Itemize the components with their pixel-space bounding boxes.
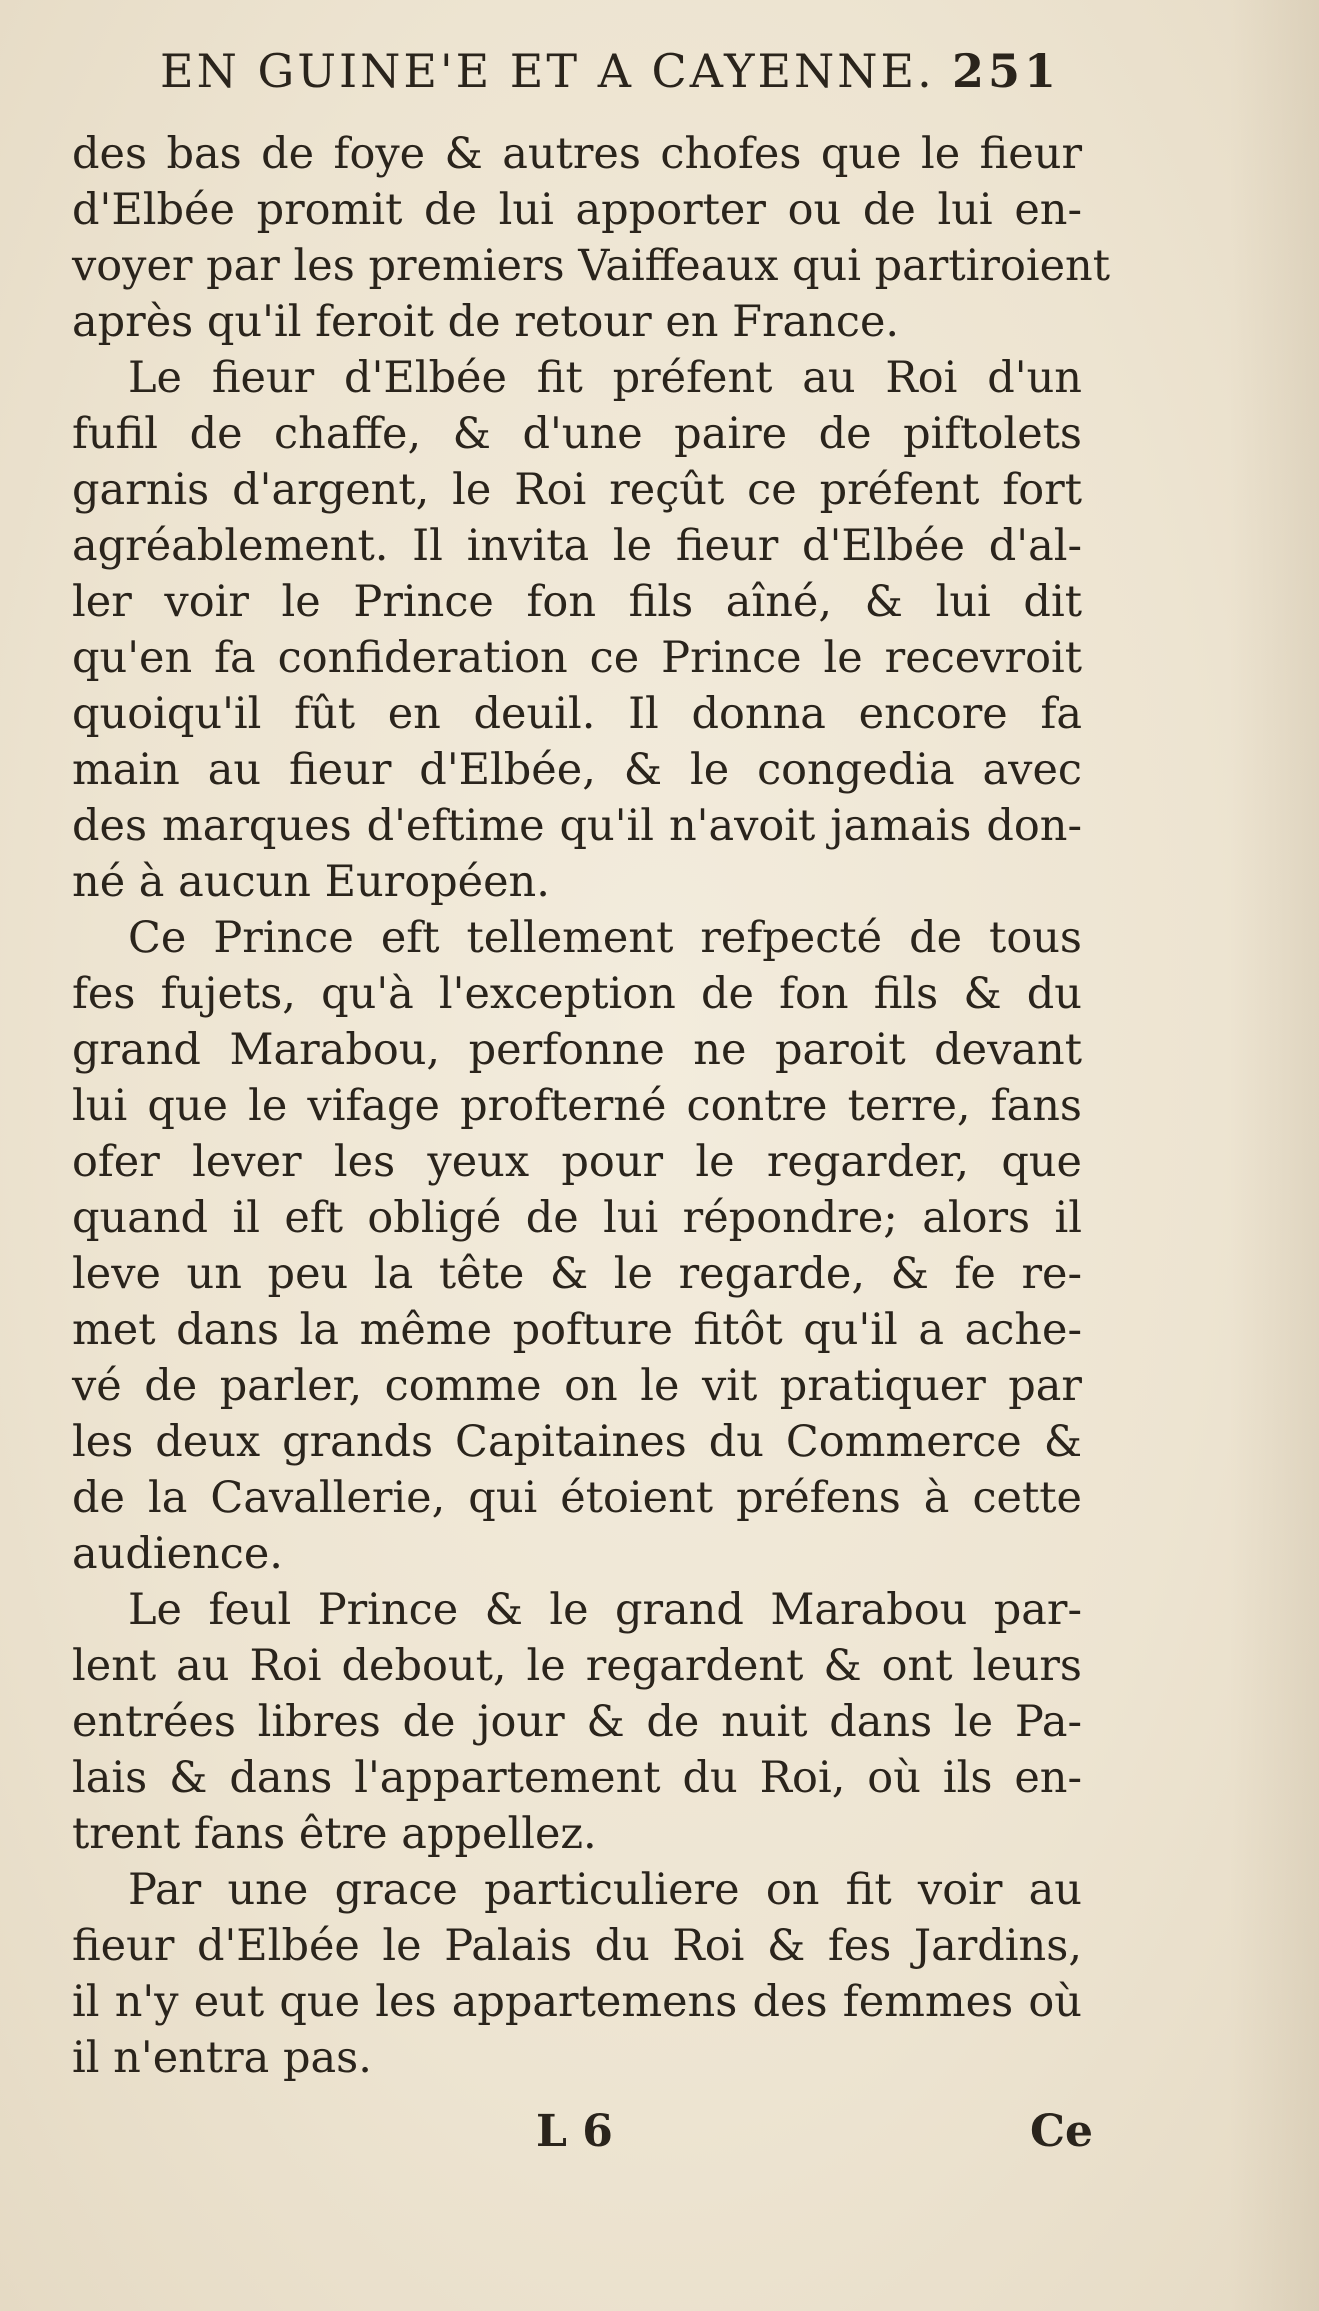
running-header xyxy=(160,44,1060,98)
catchword: Ce xyxy=(1030,2106,1094,2157)
text-line: Par une grace particuliere on fit voir au xyxy=(128,1865,1082,1915)
text-line: né à aucun Européen. xyxy=(72,857,550,907)
text-line: met dans la même pofture fitôt qu'il a ache- xyxy=(72,1305,1082,1355)
text-line: grand Marabou, perfonne ne paroit devant xyxy=(72,1025,1082,1075)
text-line: quand il eft obligé de lui répondre; alors il xyxy=(72,1193,1082,1243)
page-number: 251 xyxy=(951,44,1060,98)
text-line: leve un peu la tête & le regarde, & fe re- xyxy=(72,1249,1082,1299)
page-edge-shadow xyxy=(1229,0,1319,2311)
text-line: lais & dans l'appartement du Roi, où ils en- xyxy=(72,1753,1082,1803)
text-line: Ce Prince eft tellement refpecté de tous xyxy=(128,913,1082,963)
text-line: Le feul Prince & le grand Marabou par- xyxy=(128,1585,1082,1635)
text-line: garnis d'argent, le Roi reçût ce préfent fort xyxy=(72,465,1082,515)
text-line: qu'en fa confideration ce Prince le recevroit xyxy=(72,633,1082,683)
text-line: ofer lever les yeux pour le regarder, que xyxy=(72,1137,1082,1187)
text-line: vé de parler, comme on le vit pratiquer par xyxy=(72,1361,1082,1411)
body-text xyxy=(72,126,1111,2086)
text-line: fes fujets, qu'à l'exception de fon fils & du xyxy=(72,969,1082,1019)
text-line: ler voir le Prince fon fils aîné, & lui dit xyxy=(72,577,1082,627)
text-line: fufil de chaffe, & d'une paire de piftolets xyxy=(72,409,1082,459)
text-line: lent au Roi debout, le regardent & ont leurs xyxy=(72,1641,1082,1691)
text-line: main au fieur d'Elbée, & le congedia avec xyxy=(72,745,1082,795)
text-line: de la Cavallerie, qui étoient préfens à cette xyxy=(72,1473,1082,1523)
text-line: des bas de foye & autres chofes que le fieur xyxy=(72,129,1082,179)
text-line: entrées libres de jour & de nuit dans le Pa- xyxy=(72,1697,1082,1747)
text-line: Le fieur d'Elbée fit préfent au Roi d'un xyxy=(128,353,1082,403)
text-line: audience. xyxy=(72,1529,283,1579)
text-line: il n'y eut que les appartemens des femmes où xyxy=(72,1977,1082,2027)
text-line: lui que le vifage profterné contre terre, fans xyxy=(72,1081,1082,1131)
text-line: agréablement. Il invita le fieur d'Elbée d'al- xyxy=(72,521,1082,571)
text-line: d'Elbée promit de lui apporter ou de lui en- xyxy=(72,185,1082,235)
text-line: quoiqu'il fût en deuil. Il donna encore fa xyxy=(72,689,1082,739)
text-line: il n'entra pas. xyxy=(72,2033,372,2083)
text-line: fieur d'Elbée le Palais du Roi & fes Jardins, xyxy=(72,1921,1082,1971)
page-footer xyxy=(0,2106,1319,2166)
text-line: trent fans être appellez. xyxy=(72,1809,597,1859)
signature-mark: L 6 xyxy=(536,2106,613,2157)
text-line: les deux grands Capitaines du Commerce & xyxy=(72,1417,1082,1467)
text-line: des marques d'eftime qu'il n'avoit jamais don- xyxy=(72,801,1082,851)
text-line: après qu'il feroit de retour en France. xyxy=(72,297,900,347)
running-title: EN GUINE'E ET A CAYENNE. xyxy=(160,44,935,98)
text-line: voyer par les premiers Vaiffeaux qui partiroient xyxy=(72,241,1111,291)
